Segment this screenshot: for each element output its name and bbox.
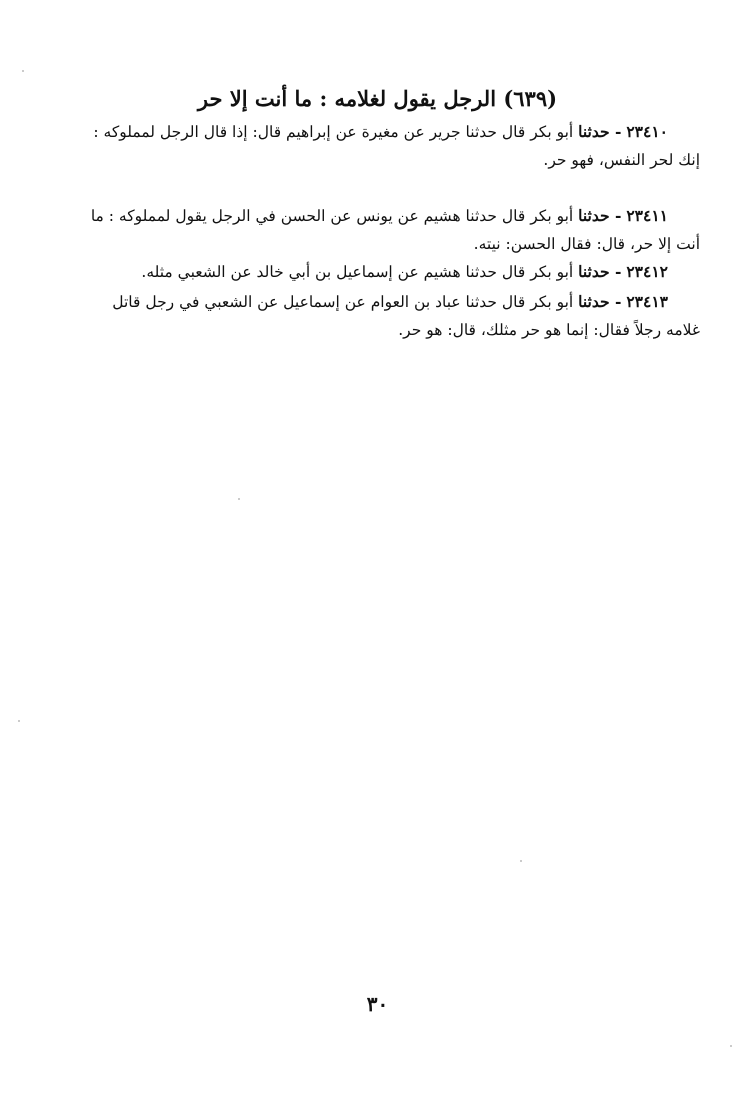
entry-number: ٢٣٤١٠ [626, 122, 668, 141]
entry-number: ٢٣٤١١ [626, 206, 668, 225]
entry-text: أبو بكر قال حدثنا هشيم عن يونس عن الحسن في الرجل يقول لمملوكه : ما [90, 207, 574, 225]
hadith-entry-23412 [55, 258, 700, 286]
hadith-entry-23410 [55, 118, 700, 174]
entry-text: أبو بكر قال حدثنا هشيم عن إسماعيل بن أبي خالد عن الشعبي مثله. [141, 263, 574, 281]
entry-text: أبو بكر قال حدثنا جرير عن مغيرة عن إبراهيم قال: إذا قال الرجل لمملوكه : [93, 123, 574, 141]
scan-speck [730, 1045, 732, 1047]
entry-text: أبو بكر قال حدثنا عباد بن العوام عن إسماعيل عن الشعبي في رجل قاتل [112, 293, 574, 311]
entry-lead: - حدثنا [578, 122, 622, 141]
scan-speck [22, 70, 24, 72]
entry-lead: - حدثنا [578, 262, 622, 281]
entry-first-line [55, 258, 700, 286]
entry-continuation-line: إنك لحر النفس، فهو حر. [543, 151, 700, 169]
scan-speck [238, 498, 240, 500]
entry-continuation-line: غلامه رجلاً فقال: إنما هو حر مثلك، قال: هو حر. [398, 321, 700, 339]
entry-first-line [55, 202, 700, 230]
hadith-entry-23411 [55, 202, 700, 258]
entry-lead: - حدثنا [578, 292, 622, 311]
entry-lead: - حدثنا [578, 206, 622, 225]
page-number: ٣٠ [366, 992, 389, 1016]
entry-number: ٢٣٤١٢ [626, 262, 668, 281]
hadith-entry-23413 [55, 288, 700, 344]
entry-number: ٢٣٤١٣ [626, 292, 668, 311]
entry-continuation-line: أنت إلا حر، قال: فقال الحسن: نيته. [473, 235, 700, 253]
scan-speck [18, 720, 20, 722]
chapter-heading: (٦٣٩) الرجل يقول لغلامه : ما أنت إلا حر [197, 86, 558, 111]
scan-speck [520, 860, 522, 862]
entry-first-line [55, 118, 700, 146]
entry-first-line [55, 288, 700, 316]
